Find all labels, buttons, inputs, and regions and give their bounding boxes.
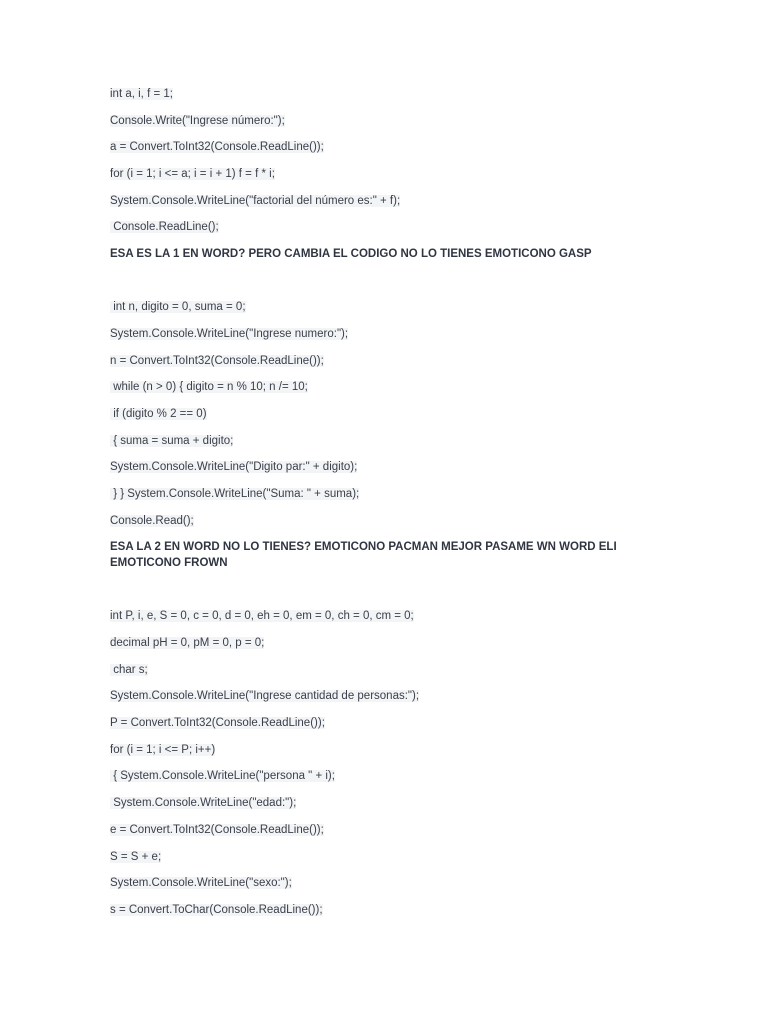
code-block-digit-sum — [110, 299, 650, 539]
code-line: System.Console.WriteLine("Ingrese cantidad de personas:"); — [110, 690, 420, 703]
code-line: P = Convert.ToInt32(Console.ReadLine()); — [110, 717, 325, 730]
code-line: System.Console.WriteLine("Ingrese numero:"); — [110, 327, 349, 340]
document-body — [110, 86, 650, 929]
code-line: System.Console.WriteLine("sexo:"); — [110, 877, 292, 890]
code-block-factorial — [110, 86, 650, 246]
code-line: S = S + e; — [110, 850, 162, 863]
code-line: Console.Write("Ingrese número:"); — [110, 114, 285, 127]
code-line: decimal pH = 0, pM = 0, p = 0; — [110, 637, 265, 649]
comment-heading-2: ESA LA 2 EN WORD NO LO TIENES? EMOTICONO PACMAN MEJOR PASAME WN WORD ELI EMOTICONO FROWN — [110, 541, 617, 570]
code-line: s = Convert.ToChar(Console.ReadLine()); — [110, 903, 323, 916]
code-line: Console.Read(); — [110, 514, 194, 527]
code-line: if (digito % 2 == 0) — [110, 407, 207, 420]
comment-heading-1: ESA ES LA 1 EN WORD? PERO CAMBIA EL CODIGO NO LO TIENES EMOTICONO GASP — [110, 248, 592, 261]
code-line: } } System.Console.WriteLine("Suma: " + suma); — [110, 487, 360, 500]
code-line: while (n > 0) { digito = n % 10; n /= 10; — [110, 381, 308, 394]
code-line: Console.ReadLine(); — [110, 221, 219, 234]
code-line: for (i = 1; i <= P; i++) — [110, 743, 216, 756]
code-line: n = Convert.ToInt32(Console.ReadLine()); — [110, 354, 324, 367]
code-line: char s; — [110, 663, 148, 676]
code-line: { System.Console.WriteLine("persona " + i); — [110, 770, 335, 783]
code-line: a = Convert.ToInt32(Console.ReadLine()); — [110, 141, 324, 154]
code-line: for (i = 1; i <= a; i = i + 1) f = f * i; — [110, 168, 275, 181]
code-line: int P, i, e, S = 0, c = 0, d = 0, eh = 0, em = 0, ch = 0, cm = 0; — [110, 610, 414, 623]
code-line: System.Console.WriteLine("factorial del número es:" + f); — [110, 194, 401, 207]
code-block-persons — [110, 608, 650, 928]
code-line: int a, i, f = 1; — [110, 88, 173, 100]
code-line: System.Console.WriteLine("Digito par:" + digito); — [110, 461, 358, 474]
code-line: { suma = suma + digito; — [110, 434, 234, 447]
code-line: e = Convert.ToInt32(Console.ReadLine()); — [110, 823, 324, 836]
code-line: int n, digito = 0, suma = 0; — [110, 301, 246, 314]
code-line: System.Console.WriteLine("edad:"); — [110, 797, 297, 810]
